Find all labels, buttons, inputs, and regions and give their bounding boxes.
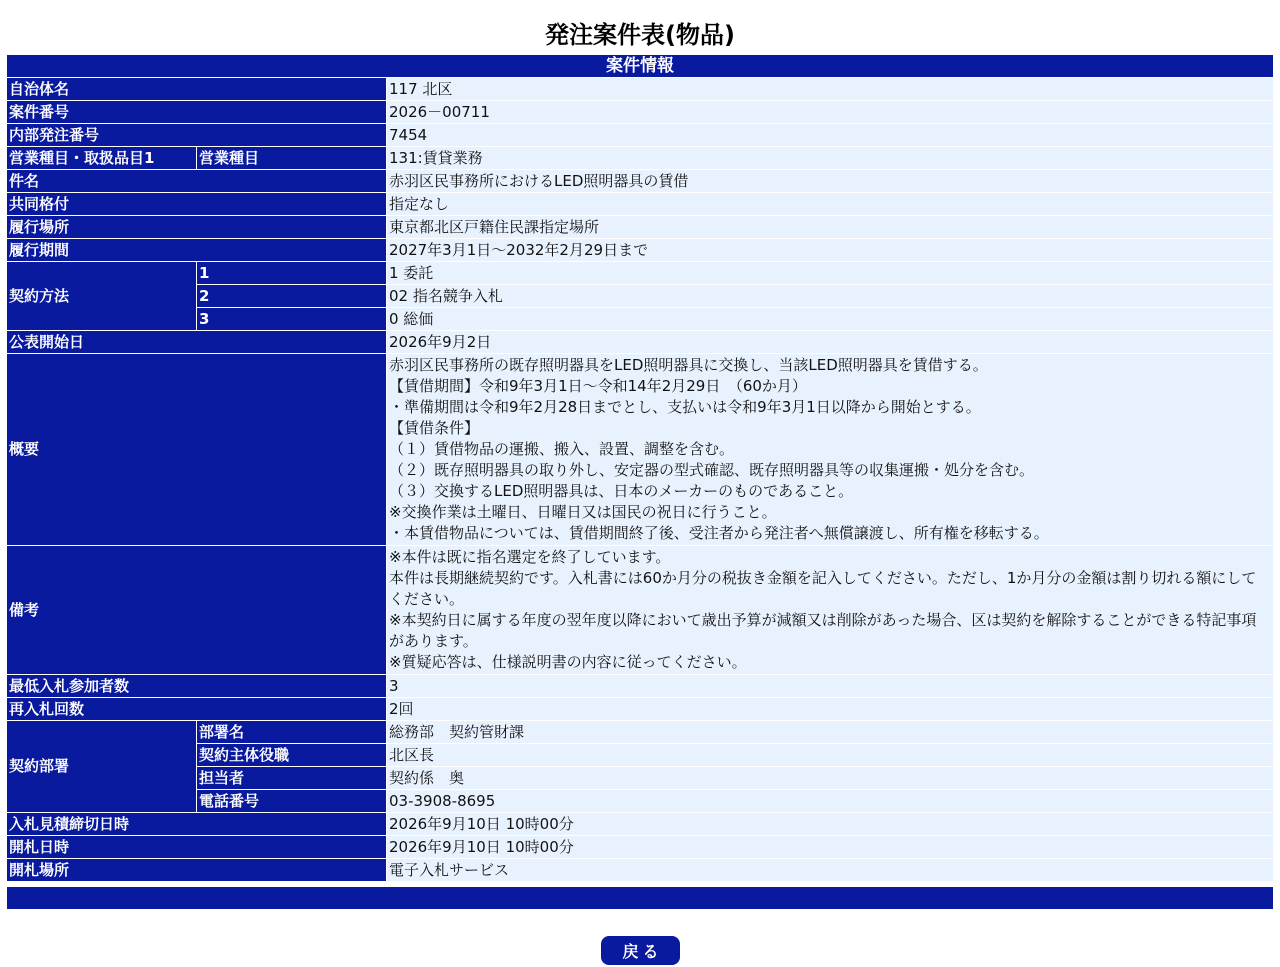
row-contract-method-3	[7, 308, 1273, 330]
contract-method-label: 契約方法	[7, 262, 196, 330]
row-contract-method-1	[7, 262, 1273, 284]
summary-line: 赤羽区民事務所の既存照明器具をLED照明器具に交換し、当該LED照明器具を賃借する。	[389, 356, 988, 374]
municipality-label: 自治体名	[7, 78, 386, 100]
row-subject	[7, 170, 1273, 192]
case-info-table	[6, 54, 1274, 910]
summary-line: （２）既存照明器具の取り外し、安定器の型式確認、既存照明器具等の収集運搬・処分を含む。	[389, 461, 1035, 479]
table-footer-bar	[7, 887, 1273, 909]
case-number-label: 案件番号	[7, 101, 386, 123]
period-value: 2027年3月1日～2032年2月29日まで	[387, 239, 1273, 261]
business-type-sublabel: 営業種目	[197, 147, 386, 169]
contract-dept-label: 契約部署	[7, 721, 196, 812]
contract-dept-value: 北区長	[387, 744, 1273, 766]
business-type-value: 131:賃貸業務	[387, 147, 1273, 169]
row-contract-dept-2	[7, 744, 1273, 766]
subject-label: 件名	[7, 170, 386, 192]
case-number-value: 2026－00711	[387, 101, 1273, 123]
contract-method-value: 0 総価	[387, 308, 1273, 330]
contract-method-value: 1 委託	[387, 262, 1273, 284]
row-place	[7, 216, 1273, 238]
contract-dept-value: 契約係 奥	[387, 767, 1273, 789]
rebid-count-value: 2回	[387, 698, 1273, 720]
row-summary	[7, 354, 1273, 545]
opening-place-label: 開札場所	[7, 859, 386, 881]
summary-value	[387, 354, 1273, 545]
contract-dept-sublabel: 契約主体役職	[197, 744, 386, 766]
subject-value: 赤羽区民事務所におけるLED照明器具の賃借	[387, 170, 1273, 192]
contract-method-num: 1	[197, 262, 386, 284]
joint-rating-label: 共同格付	[7, 193, 386, 215]
page-title: 発注案件表(物品)	[545, 21, 735, 49]
row-bid-deadline	[7, 813, 1273, 835]
place-value: 東京都北区戸籍住民課指定場所	[387, 216, 1273, 238]
bid-deadline-value: 2026年9月10日 10時00分	[387, 813, 1273, 835]
place-label: 履行場所	[7, 216, 386, 238]
row-case-number	[7, 101, 1273, 123]
publish-date-value: 2026年9月2日	[387, 331, 1273, 353]
row-rebid-count	[7, 698, 1273, 720]
row-min-bidders	[7, 675, 1273, 697]
row-contract-method-2	[7, 285, 1273, 307]
contract-dept-sublabel: 担当者	[197, 767, 386, 789]
summary-line: ※交換作業は土曜日、日曜日又は国民の祝日に行うこと。	[389, 503, 777, 521]
contract-method-num: 2	[197, 285, 386, 307]
remarks-line: ※質疑応答は、仕様説明書の内容に従ってください。	[389, 653, 747, 671]
contract-method-num: 3	[197, 308, 386, 330]
row-internal-order-number	[7, 124, 1273, 146]
contract-dept-value: 総務部 契約管財課	[387, 721, 1273, 743]
publish-date-label: 公表開始日	[7, 331, 386, 353]
contract-dept-sublabel: 部署名	[197, 721, 386, 743]
back-button[interactable]: 戻る	[601, 936, 680, 965]
opening-datetime-label: 開札日時	[7, 836, 386, 858]
row-opening-datetime	[7, 836, 1273, 858]
summary-line: 【賃借条件】	[389, 419, 480, 437]
row-opening-place	[7, 859, 1273, 881]
municipality-value: 117 北区	[387, 78, 1273, 100]
min-bidders-value: 3	[387, 675, 1273, 697]
opening-datetime-value: 2026年9月10日 10時00分	[387, 836, 1273, 858]
section-header: 案件情報	[7, 55, 1273, 77]
summary-line: 【賃借期間】令和9年3月1日～令和14年2月29日 （60か月）	[389, 377, 807, 395]
row-contract-dept-3	[7, 767, 1273, 789]
opening-place-value: 電子入札サービス	[387, 859, 1273, 881]
bid-deadline-label: 入札見積締切日時	[7, 813, 386, 835]
rebid-count-label: 再入札回数	[7, 698, 386, 720]
min-bidders-label: 最低入札参加者数	[7, 675, 386, 697]
contract-method-value: 02 指名競争入札	[387, 285, 1273, 307]
remarks-line: 本件は長期継続契約です。入札書には60か月分の税抜き金額を記入してください。ただし、1か月分の金額は割り切れる額にしてください。	[389, 569, 1257, 608]
row-contract-dept-4	[7, 790, 1273, 812]
row-contract-dept-1	[7, 721, 1273, 743]
period-label: 履行期間	[7, 239, 386, 261]
row-period	[7, 239, 1273, 261]
internal-order-number-value: 7454	[387, 124, 1273, 146]
internal-order-number-label: 内部発注番号	[7, 124, 386, 146]
remarks-value	[387, 546, 1273, 674]
spacer	[7, 882, 1273, 886]
summary-line: （３）交換するLED照明器具は、日本のメーカーのものであること。	[389, 482, 854, 500]
summary-label: 概要	[7, 354, 386, 545]
row-remarks	[7, 546, 1273, 674]
summary-line: （１）賃借物品の運搬、搬入、設置、調整を含む。	[389, 440, 735, 458]
contract-dept-value: 03-3908-8695	[387, 790, 1273, 812]
row-municipality	[7, 78, 1273, 100]
contract-dept-sublabel: 電話番号	[197, 790, 386, 812]
joint-rating-value: 指定なし	[387, 193, 1273, 215]
remarks-line: ※本件は既に指名選定を終了しています。	[389, 548, 671, 566]
summary-line: ・準備期間は令和9年2月28日までとし、支払いは令和9年3月1日以降から開始とする。	[389, 398, 981, 416]
row-business-type	[7, 147, 1273, 169]
summary-line: ・本賃借物品については、賃借期間終了後、受注者から発注者へ無償譲渡し、所有権を移転する。	[389, 524, 1049, 542]
remarks-label: 備考	[7, 546, 386, 674]
row-joint-rating	[7, 193, 1273, 215]
row-publish-date	[7, 331, 1273, 353]
remarks-line: ※本契約日に属する年度の翌年度以降において歳出予算が減額又は削除があった場合、区は契約を解除することができる特記事項があります。	[389, 611, 1257, 650]
business-type-label: 営業種目・取扱品目1	[7, 147, 196, 169]
